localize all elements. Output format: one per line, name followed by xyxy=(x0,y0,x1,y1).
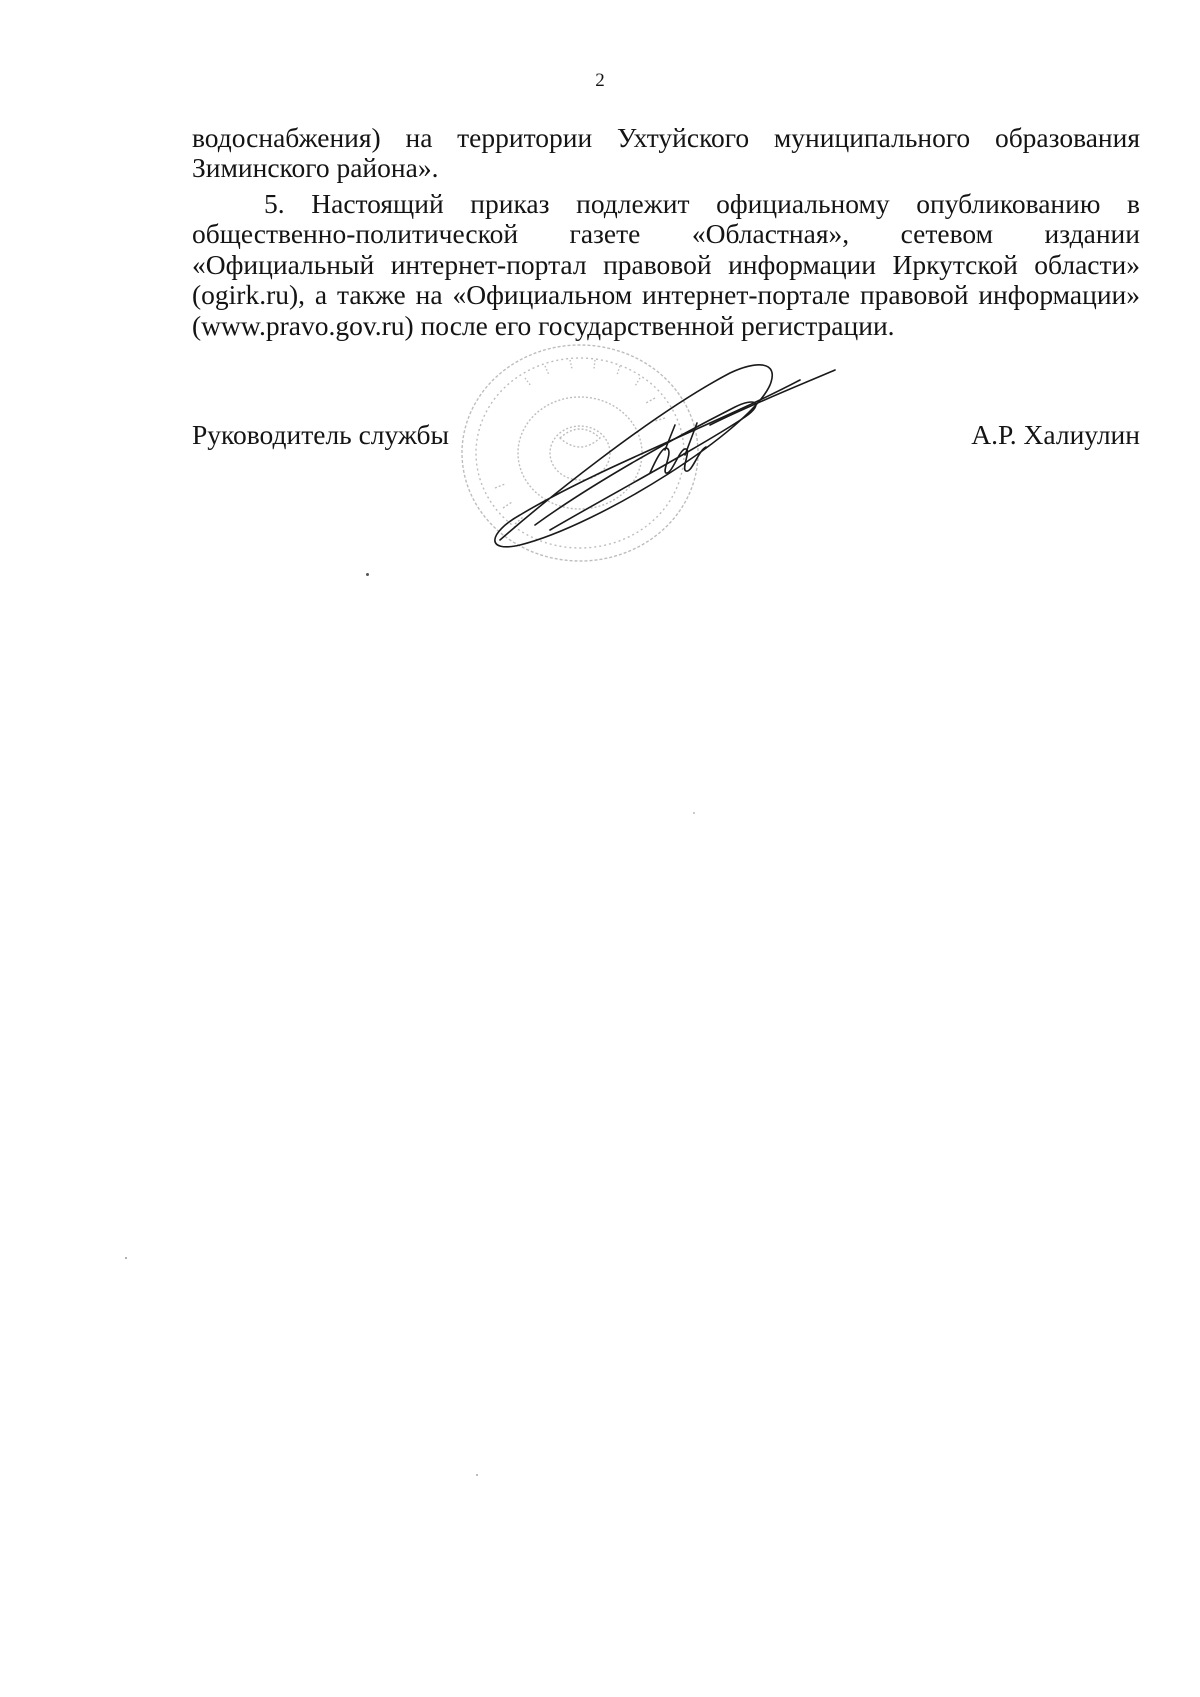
paragraph-continuation: водоснабжения) на территории Ухтуйского муниципального образования Зиминского района». xyxy=(192,122,1140,184)
signatory-position: Руководитель службы xyxy=(192,419,450,450)
scan-speck xyxy=(476,1474,478,1476)
handwritten-signature-icon xyxy=(480,355,840,565)
paragraph-publication: 5. Настоящий приказ подлежит официальному опубликованию в общественно-политической газете «Областная», сетевом издании «Официальный интернет-портал правовой информации Иркутской области» (ogirk.ru), а также на «Официальном интернет-портале правовой информации» (www.pravo.gov.ru) после его государственной регистрации. xyxy=(192,188,1140,341)
scan-speck xyxy=(125,1257,127,1259)
scan-speck xyxy=(693,812,695,814)
signatory-name: А.Р. Халиулин xyxy=(971,419,1140,450)
scan-speck xyxy=(366,573,369,576)
page-number: 2 xyxy=(595,70,605,91)
